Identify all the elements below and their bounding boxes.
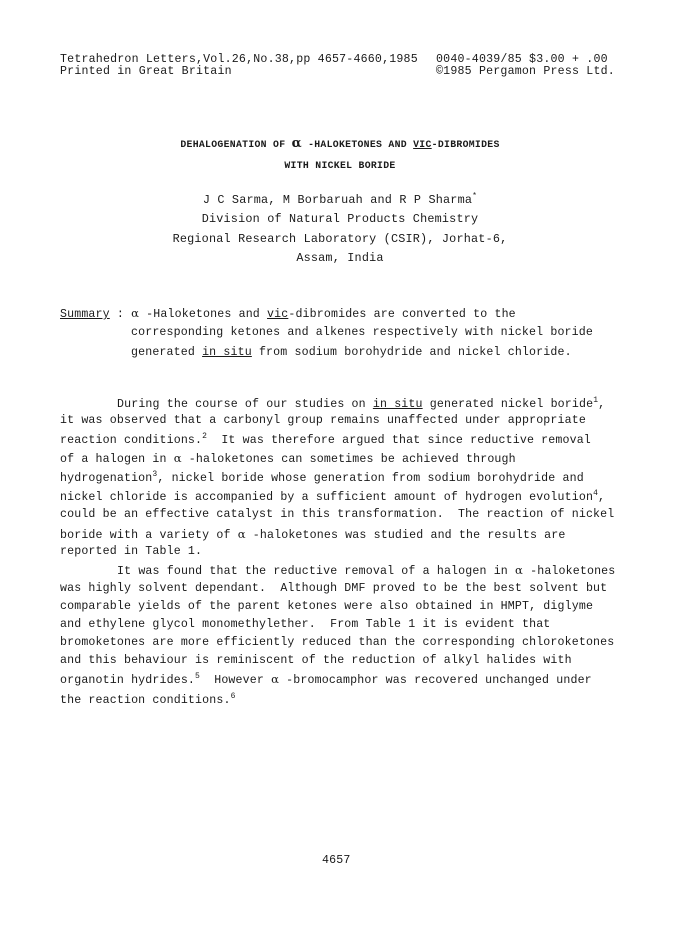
p1-text: During the course of our studies on [117,397,373,411]
ref-5: 5 [195,672,200,682]
summary-in-situ: in situ [202,346,252,359]
p1-line-7: could be an effective catalyst in this transformation. The reaction of nickel [60,508,615,521]
title-vic: VIC [413,139,432,150]
alpha-symbol: α [291,136,302,151]
summary-line-3 [131,346,572,359]
summary-colon: : [109,308,132,321]
corresponding-star: * [472,192,478,201]
p1-text: reaction conditions. [60,433,203,447]
p2-line-5: bromoketones are more efficiently reduced than the corresponding chloroketones [60,636,615,649]
summary-line-1 [60,306,516,321]
title-text-c: -DIBROMIDES [431,139,500,150]
p2-line-3: comparable yields of the parent ketones were also obtained in HMPT, diglyme [60,600,594,613]
p2-line-8 [60,692,236,707]
p2-text: -haloketones [523,565,616,578]
p1-text: , [598,397,606,411]
ref-4: 4 [593,489,599,498]
summary-text: -dibromides are converted to the [288,308,516,321]
page-number: 4657 [322,854,351,867]
copyright: ©1985 Pergamon Press Ltd. [436,65,615,78]
title-text-a: DEHALOGENATION OF [180,139,292,150]
p1-line-6 [60,489,605,504]
author-lab: Regional Research Laboratory (CSIR), Jorhat-6, [172,232,508,246]
p2-line-6: and this behaviour is reminiscent of the reduction of alkyl halides with [60,654,572,667]
p2-line-1 [117,563,615,578]
p1-text: nickel chloride is accompanied by a sufficient amount of hydrogen evolution [60,490,594,504]
ref-1: 1 [593,396,599,405]
p2-text: the reaction conditions. [60,693,231,707]
p2-line-2: was highly solvent dependant. Although DMF proved to be the best solvent but [60,582,608,595]
p2-text: organotin hydrides. [60,674,196,687]
ref-3: 3 [152,470,158,479]
author-names [0,192,680,207]
p1-line-4 [60,451,516,466]
p1-text: of a halogen in [60,453,174,466]
summary-text: from sodium borohydride and nickel chloride. [251,346,572,359]
ref-6: 6 [230,692,236,701]
summary-line-2: corresponding ketones and alkenes respectively with nickel boride [131,326,593,339]
p2-text: However [200,674,272,687]
author-division: Division of Natural Products Chemistry [201,212,479,226]
title-text-b: -HALOKETONES AND [301,139,414,150]
title-line-2: WITH NICKEL BORIDE [284,160,396,171]
p1-text: , [598,490,606,504]
p1-line-3 [60,432,591,447]
p1-text: , nickel boride whose generation from sodium borohydride and [157,471,584,485]
p1-line-1 [117,396,605,411]
p1-line-8 [60,527,566,542]
summary-text: -Haloketones and [139,308,268,321]
p2-line-4: and ethylene glycol monomethylether. From Table 1 it is evident that [60,618,551,631]
summary-vic: vic [267,308,289,321]
alpha-symbol: α [515,563,523,577]
p1-text: hydrogenation [60,471,153,485]
alpha-symbol: α [271,672,280,686]
alpha-symbol: α [237,527,246,541]
summary-text: generated [131,346,203,359]
p1-line-2: it was observed that a carbonyl group remains unaffected under appropriate [60,414,586,427]
p2-line-7 [60,672,592,687]
p1-line-5 [60,470,584,485]
title-line-1 [0,136,680,151]
p2-text: It was found that the reductive removal of a halogen in [117,565,516,578]
p1-text: generated nickel boride [422,397,594,411]
p1-text: boride with a variety of [60,529,238,542]
p1-in-situ: in situ [372,397,423,411]
issn-price: 0040-4039/85 $3.00 + .00 [436,53,608,66]
alpha-symbol: α [173,451,182,465]
printed-in: Printed in Great Britain [60,65,232,78]
p2-text: -bromocamphor was recovered unchanged under [279,674,592,687]
p1-text: -haloketones can sometimes be achieved through [181,453,516,466]
journal-citation: Tetrahedron Letters,Vol.26,No.38,pp 4657-4660,1985 [60,53,418,66]
ref-2: 2 [202,432,208,441]
alpha-symbol: α [131,306,140,320]
p1-text: -haloketones was studied and the results are [245,529,566,542]
author-place: Assam, India [296,251,384,265]
author-names-text: J C Sarma, M Borbaruah and R P Sharma [202,192,473,207]
p1-line-9: reported in Table 1. [60,545,203,558]
summary-label: Summary [60,308,110,321]
p1-text: It was therefore argued that since reductive removal [207,433,591,447]
